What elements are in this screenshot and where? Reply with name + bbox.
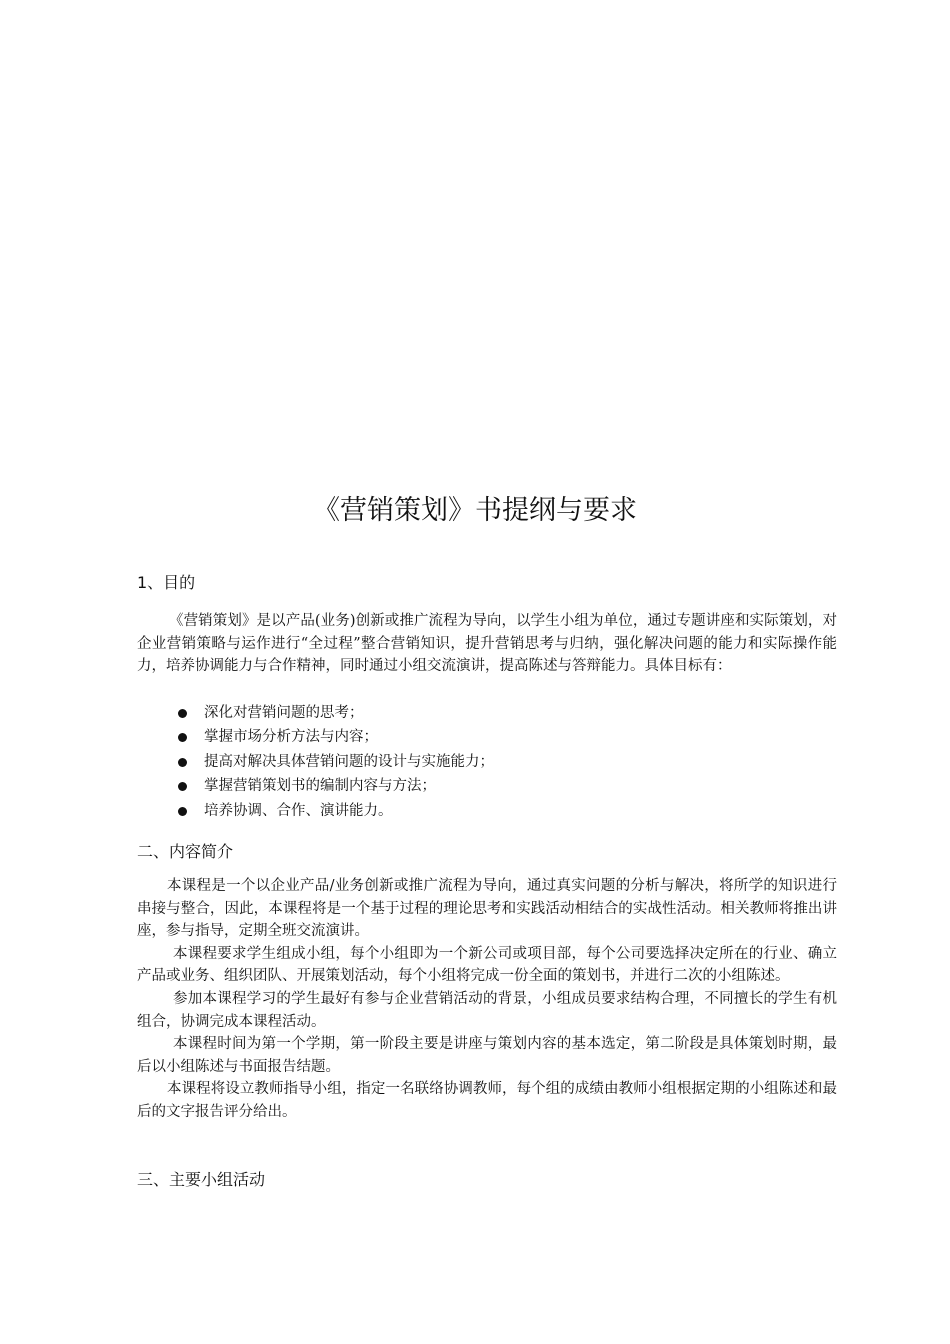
goals-list	[176, 701, 494, 823]
document-title: 《营销策划》书提纲与要求	[313, 495, 637, 526]
goal-item	[176, 774, 494, 798]
section-heading-content-summary: 二、内容简介	[137, 842, 234, 861]
goal-text: 培养协调、合作、演讲能力。	[204, 802, 393, 819]
goal-text: 深化对营销问题的思考；	[204, 705, 364, 721]
goal-item	[176, 750, 494, 774]
content-paragraph: 本课程是一个以企业产品/业务创新或推广流程为导向，通过真实问题的分析与解决，将所学的知识进行串接与整合，因此，本课程将是一个基于过程的理论思考和实践活动相结合的实战性活动。相关教师将推出讲座，参与指导，定期全班交流演讲。	[137, 878, 837, 940]
content-summary-block	[137, 875, 837, 1124]
bullet-icon	[178, 758, 187, 767]
goal-item	[176, 799, 494, 823]
goal-text: 提高对解决具体营销问题的设计与实施能力；	[204, 753, 494, 770]
goal-text: 掌握市场分析方法与内容；	[204, 729, 378, 746]
content-paragraph: 本课程要求学生组成小组，每个小组即为一个新公司或项目部，每个公司要选择决定所在的行业、确立产品或业务、组织团队、开展策划活动，每个小组将完成一份全面的策划书，并进行二次的小组陈述。	[137, 945, 837, 985]
goal-item	[176, 725, 494, 749]
bullet-icon	[178, 709, 187, 718]
purpose-paragraph: 《营销策划》是以产品(业务)创新或推广流程为导向，以学生小组为单位，通过专题讲座和实际策划，对企业营销策略与运作进行“全过程”整合营销知识，提升营销思考与归纳，强化解决问题的能力和实际操作能力，培养协调能力与合作精神，同时通过小组交流演讲，提高陈述与答辩能力。具体目标有：	[137, 613, 837, 675]
bullet-icon	[178, 733, 187, 742]
goal-item	[176, 701, 494, 725]
content-paragraph: 本课程将设立教师指导小组，指定一名联络协调教师，每个组的成绩由教师小组根据定期的小组陈述和最后的文字报告评分给出。	[137, 1081, 837, 1120]
bullet-icon	[178, 782, 187, 791]
content-paragraph: 参加本课程学习的学生最好有参与企业营销活动的背景，小组成员要求结构合理，不同擅长的学生有机组合，协调完成本课程活动。	[137, 990, 837, 1030]
bullet-icon	[178, 807, 187, 816]
purpose-paragraph-block	[137, 610, 837, 678]
section-heading-purpose: 1、目的	[137, 573, 196, 592]
section-heading-group-activities: 三、主要小组活动	[137, 1170, 266, 1189]
goal-text: 掌握营销策划书的编制内容与方法；	[204, 778, 436, 795]
content-paragraph: 本课程时间为第一个学期，第一阶段主要是讲座与策划内容的基本选定，第二阶段是具体策划时期，最后以小组陈述与书面报告结题。	[137, 1036, 837, 1075]
